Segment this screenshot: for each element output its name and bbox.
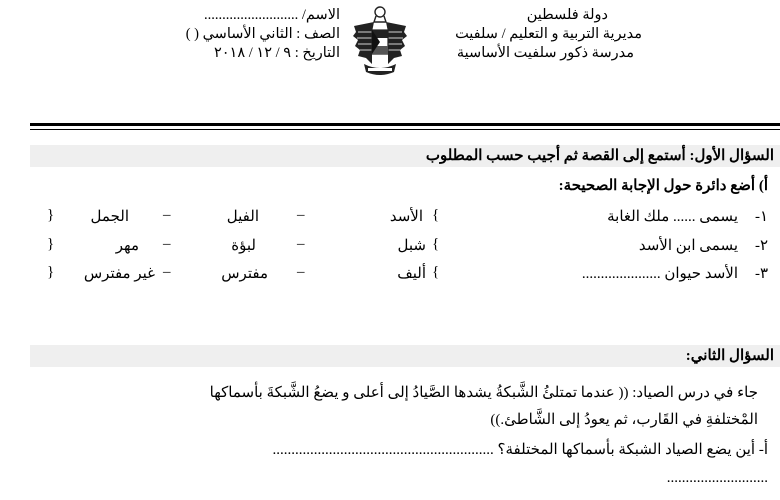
header-right xyxy=(455,6,642,63)
q1-item-3-number: ٣- xyxy=(754,266,768,282)
q1-item-1-close-brace: } xyxy=(47,207,55,223)
q1-item-2-close-brace: } xyxy=(47,236,55,252)
header-left xyxy=(186,6,340,63)
q1-item-1-dash-2: – xyxy=(163,207,171,223)
q1-item-2-number: ٢- xyxy=(754,238,768,254)
q1-item-1-dash-1: – xyxy=(297,207,305,223)
q2-passage-line-2: المْختلفةِ في القَارب، ثم يعودُ إلى الشَّاطئ.)) xyxy=(490,412,758,428)
q1-item-3-text: الأسد حيوان ..................... xyxy=(581,266,738,282)
q1-item-1-number: ١- xyxy=(754,209,768,225)
q1-item-2-dash-1: – xyxy=(297,236,305,252)
q1-item-3-close-brace: } xyxy=(47,264,55,280)
header-rule-thick xyxy=(30,123,780,126)
q1-item-2-option-3[interactable]: مهر xyxy=(115,238,139,254)
q1-item-3-open-brace: { xyxy=(432,264,440,280)
student-name-field: الاسم/ .......................... xyxy=(203,7,340,23)
q1-item-1-open-brace: { xyxy=(432,207,440,223)
q1-item-3-option-3[interactable]: غير مفترس xyxy=(83,266,155,282)
q1-item-3-dash-2: – xyxy=(163,264,171,280)
date-field: التاريخ : ٩ / ١٢ / ٢٠١٨ xyxy=(213,45,340,61)
q2-answer-line[interactable]: ........................... xyxy=(666,470,768,486)
header-school: مدرسة ذكور سلفيت الأساسية xyxy=(456,45,634,61)
q1-item-2-option-2[interactable]: لبؤة xyxy=(231,238,256,254)
q1-item-2-option-1[interactable]: شبل xyxy=(397,238,426,254)
q1-title: السؤال الأول: أستمع إلى القصة ثم أجيب حسب المطلوب xyxy=(425,148,774,164)
q1-item-1-option-3[interactable]: الجمل xyxy=(90,209,129,225)
q1-item-1-text: يسمى ...... ملك الغابة xyxy=(607,209,738,225)
q1-item-3-option-2[interactable]: مفترس xyxy=(221,266,268,282)
q1-item-1-option-2[interactable]: الفيل xyxy=(226,209,259,225)
q1-item-2-open-brace: { xyxy=(432,236,440,252)
q1-part-a: أ) أضع دائرة حول الإجابة الصحيحة: xyxy=(558,178,768,194)
q2-title-bar xyxy=(30,345,780,367)
q1-item-1-option-1[interactable]: الأسد xyxy=(389,209,423,225)
header-rule-thin xyxy=(30,129,780,130)
q1-item-3-dash-1: – xyxy=(297,264,305,280)
q2-passage-line-1: جاء في درس الصياد: (( عندما تمتلئُ الشَّبكةُ يشدها الصَّيادُ إلى أعلى و يضعُ الشَّبكةَ بأسماكها xyxy=(209,385,758,401)
q2-title: السؤال الثاني: xyxy=(685,348,774,364)
header-directorate: مديرية التربية و التعليم / سلفيت xyxy=(455,26,642,42)
palestine-emblem-icon xyxy=(350,2,410,82)
q1-item-3-option-1[interactable]: أليف xyxy=(397,266,426,282)
q2-question-a: أ- أين يضع الصياد الشبكة بأسماكها المختلفة؟ ........................................................... xyxy=(272,442,768,458)
grade-field: الصف : الثاني الأساسي ( ) xyxy=(185,26,340,42)
header-country: دولة فلسطين xyxy=(526,7,608,23)
q1-item-2-text: يسمى ابن الأسد xyxy=(638,238,738,254)
q1-item-2-dash-2: – xyxy=(163,236,171,252)
